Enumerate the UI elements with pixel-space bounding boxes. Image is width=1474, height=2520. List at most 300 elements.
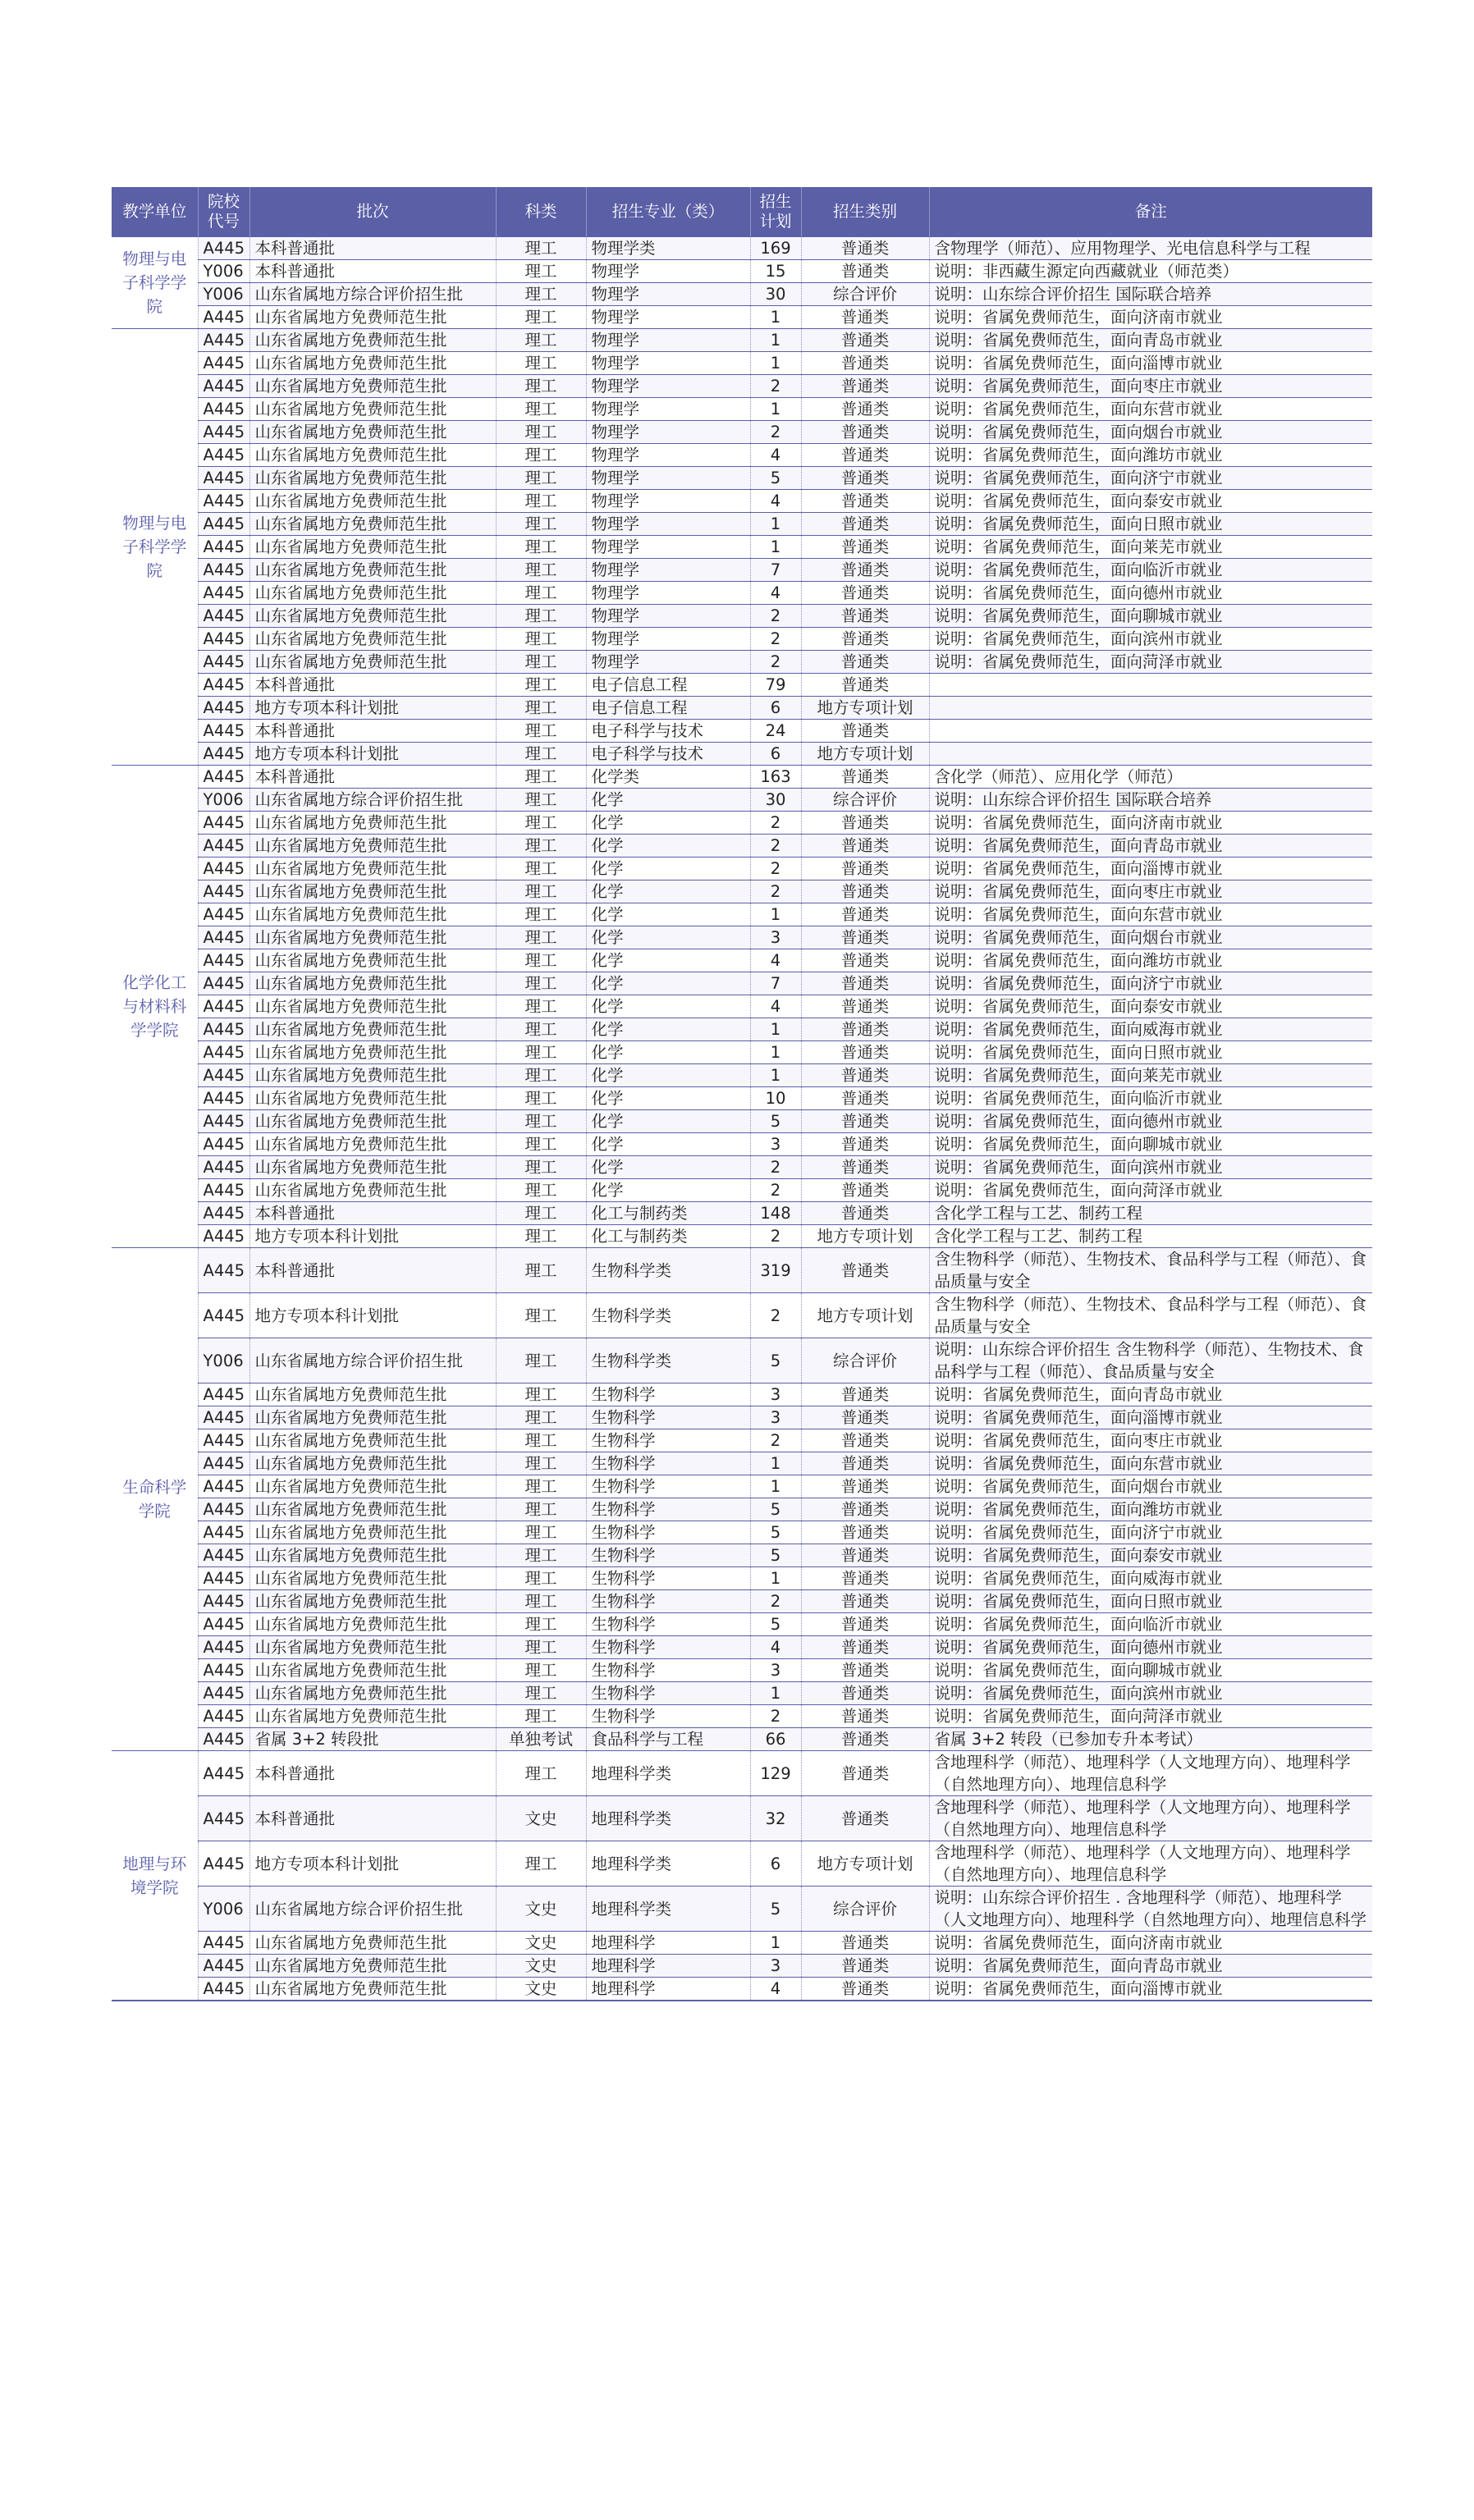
code-cell: A445 <box>198 352 249 375</box>
table-row <box>112 1521 1372 1544</box>
header-code: 院校代号 <box>198 187 249 237</box>
type-cell: 普通类 <box>801 903 929 926</box>
code-cell: A445 <box>198 375 249 398</box>
code-cell: A445 <box>198 1728 249 1751</box>
major-cell: 生物科学 <box>586 1590 750 1613</box>
type-cell: 地方专项计划 <box>801 1841 929 1887</box>
notes-cell: 说明：省属免费师范生，面向淄博市就业 <box>929 352 1372 375</box>
batch-cell: 地方专项本科计划批 <box>249 1841 496 1887</box>
plan-cell: 1 <box>750 513 801 536</box>
category-cell: 理工 <box>496 1133 586 1156</box>
plan-cell: 15 <box>750 260 801 283</box>
table-row <box>112 1659 1372 1682</box>
plan-cell: 1 <box>750 352 801 375</box>
table-row <box>112 1544 1372 1567</box>
code-cell: A445 <box>198 903 249 926</box>
type-cell: 普通类 <box>801 1728 929 1751</box>
batch-cell: 本科普通批 <box>249 1248 496 1293</box>
category-cell: 理工 <box>496 1751 586 1796</box>
notes-cell <box>929 697 1372 720</box>
code-cell: A445 <box>198 1406 249 1429</box>
type-cell: 普通类 <box>801 1682 929 1705</box>
type-cell: 普通类 <box>801 835 929 858</box>
type-cell: 普通类 <box>801 766 929 789</box>
category-cell: 理工 <box>496 1636 586 1659</box>
table-row <box>112 995 1372 1018</box>
table-row <box>112 1636 1372 1659</box>
plan-cell: 2 <box>750 1179 801 1202</box>
category-cell: 理工 <box>496 283 586 306</box>
category-cell: 理工 <box>496 490 586 513</box>
code-cell: A445 <box>198 1110 249 1133</box>
notes-cell: 含生物科学（师范）、生物技术、食品科学与工程（师范）、食品质量与安全 <box>929 1248 1372 1293</box>
header-major: 招生专业（类） <box>586 187 750 237</box>
table-row <box>112 1133 1372 1156</box>
plan-cell: 5 <box>750 1544 801 1567</box>
category-cell: 理工 <box>496 1248 586 1293</box>
batch-cell: 山东省属地方免费师范生批 <box>249 1452 496 1475</box>
code-cell: A445 <box>198 1521 249 1544</box>
major-cell: 化学 <box>586 1018 750 1041</box>
type-cell: 普通类 <box>801 1978 929 2001</box>
table-row <box>112 490 1372 513</box>
batch-cell: 山东省属地方免费师范生批 <box>249 1475 496 1498</box>
table-row <box>112 835 1372 858</box>
type-cell: 综合评价 <box>801 283 929 306</box>
code-cell: A445 <box>198 835 249 858</box>
plan-cell: 4 <box>750 995 801 1018</box>
major-cell: 生物科学 <box>586 1429 750 1452</box>
table-row <box>112 1728 1372 1751</box>
batch-cell: 省属 3+2 转段批 <box>249 1728 496 1751</box>
major-cell: 物理学 <box>586 444 750 467</box>
major-cell: 化工与制药类 <box>586 1202 750 1225</box>
major-cell: 化学 <box>586 812 750 835</box>
category-cell: 理工 <box>496 1338 586 1383</box>
batch-cell: 山东省属地方免费师范生批 <box>249 329 496 352</box>
plan-cell: 148 <box>750 1202 801 1225</box>
batch-cell: 山东省属地方免费师范生批 <box>249 1383 496 1406</box>
batch-cell: 山东省属地方免费师范生批 <box>249 812 496 835</box>
major-cell: 物理学 <box>586 306 750 329</box>
notes-cell: 说明：省属免费师范生，面向潍坊市就业 <box>929 444 1372 467</box>
notes-cell: 说明：省属免费师范生，面向烟台市就业 <box>929 1475 1372 1498</box>
plan-cell: 2 <box>750 1705 801 1728</box>
code-cell: Y006 <box>198 1887 249 1932</box>
major-cell: 化学 <box>586 1179 750 1202</box>
notes-cell: 说明：省属免费师范生，面向青岛市就业 <box>929 329 1372 352</box>
type-cell: 普通类 <box>801 1955 929 1978</box>
category-cell: 理工 <box>496 1018 586 1041</box>
major-cell: 物理学 <box>586 536 750 559</box>
type-cell: 普通类 <box>801 582 929 605</box>
major-cell: 物理学 <box>586 582 750 605</box>
major-cell: 生物科学 <box>586 1452 750 1475</box>
type-cell: 地方专项计划 <box>801 697 929 720</box>
type-cell: 普通类 <box>801 421 929 444</box>
batch-cell: 地方专项本科计划批 <box>249 743 496 766</box>
code-cell: A445 <box>198 1225 249 1248</box>
notes-cell: 说明：省属免费师范生，面向泰安市就业 <box>929 1544 1372 1567</box>
batch-cell: 本科普通批 <box>249 674 496 697</box>
type-cell: 普通类 <box>801 536 929 559</box>
table-row <box>112 1202 1372 1225</box>
table-row <box>112 1887 1372 1932</box>
batch-cell: 山东省属地方免费师范生批 <box>249 421 496 444</box>
batch-cell: 山东省属地方免费师范生批 <box>249 903 496 926</box>
notes-cell: 说明：省属免费师范生，面向青岛市就业 <box>929 835 1372 858</box>
category-cell: 理工 <box>496 1841 586 1887</box>
notes-cell: 说明：省属免费师范生，面向济宁市就业 <box>929 467 1372 490</box>
notes-cell: 说明：省属免费师范生，面向淄博市就业 <box>929 858 1372 880</box>
table-row <box>112 1338 1372 1383</box>
notes-cell: 说明：省属免费师范生，面向济南市就业 <box>929 812 1372 835</box>
plan-cell: 24 <box>750 720 801 743</box>
type-cell: 普通类 <box>801 1705 929 1728</box>
type-cell: 普通类 <box>801 398 929 421</box>
code-cell: A445 <box>198 1841 249 1887</box>
type-cell: 普通类 <box>801 444 929 467</box>
type-cell: 普通类 <box>801 559 929 582</box>
notes-cell: 说明：省属免费师范生，面向泰安市就业 <box>929 995 1372 1018</box>
plan-cell: 129 <box>750 1751 801 1796</box>
batch-cell: 山东省属地方免费师范生批 <box>249 398 496 421</box>
unit-cell: 化学化工与材料科学学院 <box>112 766 198 1248</box>
notes-cell: 说明：省属免费师范生，面向德州市就业 <box>929 1636 1372 1659</box>
notes-cell: 说明：省属免费师范生，面向泰安市就业 <box>929 490 1372 513</box>
code-cell: A445 <box>198 582 249 605</box>
plan-cell: 2 <box>750 651 801 674</box>
code-cell: A445 <box>198 1590 249 1613</box>
table-row <box>112 1156 1372 1179</box>
major-cell: 化学 <box>586 858 750 880</box>
batch-cell: 山东省属地方免费师范生批 <box>249 444 496 467</box>
code-cell: A445 <box>198 674 249 697</box>
major-cell: 生物科学类 <box>586 1248 750 1293</box>
category-cell: 理工 <box>496 1087 586 1110</box>
table-row <box>112 1179 1372 1202</box>
plan-cell: 2 <box>750 1429 801 1452</box>
category-cell: 理工 <box>496 1544 586 1567</box>
type-cell: 普通类 <box>801 1202 929 1225</box>
major-cell: 生物科学 <box>586 1544 750 1567</box>
table-row <box>112 1751 1372 1796</box>
notes-cell <box>929 720 1372 743</box>
category-cell: 理工 <box>496 1613 586 1636</box>
batch-cell: 山东省属地方免费师范生批 <box>249 1041 496 1064</box>
type-cell: 普通类 <box>801 1590 929 1613</box>
category-cell: 理工 <box>496 743 586 766</box>
type-cell: 普通类 <box>801 880 929 903</box>
table-row <box>112 880 1372 903</box>
plan-cell: 1 <box>750 1041 801 1064</box>
table-row <box>112 1225 1372 1248</box>
plan-cell: 6 <box>750 697 801 720</box>
type-cell: 普通类 <box>801 651 929 674</box>
notes-cell: 含化学工程与工艺、制药工程 <box>929 1202 1372 1225</box>
table-row <box>112 421 1372 444</box>
table-row <box>112 1796 1372 1841</box>
category-cell: 理工 <box>496 720 586 743</box>
code-cell: A445 <box>198 398 249 421</box>
batch-cell: 山东省属地方免费师范生批 <box>249 1498 496 1521</box>
header-category: 科类 <box>496 187 586 237</box>
notes-cell: 说明：省属免费师范生，面向临沂市就业 <box>929 1087 1372 1110</box>
code-cell: A445 <box>198 237 249 260</box>
table-row <box>112 1110 1372 1133</box>
code-cell: A445 <box>198 880 249 903</box>
type-cell: 普通类 <box>801 1567 929 1590</box>
batch-cell: 山东省属地方免费师范生批 <box>249 1978 496 2001</box>
notes-cell: 说明：省属免费师范生，面向东营市就业 <box>929 1452 1372 1475</box>
major-cell: 生物科学 <box>586 1383 750 1406</box>
notes-cell: 说明：省属免费师范生，面向潍坊市就业 <box>929 949 1372 972</box>
code-cell: Y006 <box>198 789 249 812</box>
category-cell: 理工 <box>496 1179 586 1202</box>
batch-cell: 山东省属地方免费师范生批 <box>249 1932 496 1955</box>
code-cell: A445 <box>198 1179 249 1202</box>
notes-cell: 说明：省属免费师范生，面向济南市就业 <box>929 306 1372 329</box>
batch-cell: 山东省属地方免费师范生批 <box>249 513 496 536</box>
batch-cell: 山东省属地方免费师范生批 <box>249 375 496 398</box>
notes-cell: 说明：山东综合评价招生 国际联合培养 <box>929 283 1372 306</box>
plan-cell: 5 <box>750 1887 801 1932</box>
table-row <box>112 949 1372 972</box>
category-cell: 理工 <box>496 398 586 421</box>
header-plan: 招生计划 <box>750 187 801 237</box>
major-cell: 化学 <box>586 949 750 972</box>
category-cell: 理工 <box>496 812 586 835</box>
category-cell: 文史 <box>496 1978 586 2001</box>
code-cell: A445 <box>198 1087 249 1110</box>
category-cell: 理工 <box>496 674 586 697</box>
plan-cell: 1 <box>750 1475 801 1498</box>
major-cell: 化学 <box>586 1110 750 1133</box>
major-cell: 化工与制药类 <box>586 1225 750 1248</box>
major-cell: 化学类 <box>586 766 750 789</box>
plan-cell: 2 <box>750 1156 801 1179</box>
batch-cell: 山东省属地方综合评价招生批 <box>249 789 496 812</box>
major-cell: 物理学 <box>586 559 750 582</box>
code-cell: A445 <box>198 949 249 972</box>
plan-cell: 1 <box>750 1932 801 1955</box>
type-cell: 普通类 <box>801 1248 929 1293</box>
major-cell: 化学 <box>586 926 750 949</box>
type-cell: 普通类 <box>801 720 929 743</box>
notes-cell: 说明：省属免费师范生，面向滨州市就业 <box>929 1682 1372 1705</box>
plan-cell: 2 <box>750 858 801 880</box>
major-cell: 食品科学与工程 <box>586 1728 750 1751</box>
notes-cell: 说明：省属免费师范生，面向德州市就业 <box>929 582 1372 605</box>
batch-cell: 山东省属地方免费师范生批 <box>249 490 496 513</box>
major-cell: 物理学 <box>586 260 750 283</box>
major-cell: 物理学 <box>586 467 750 490</box>
notes-cell: 说明：非西藏生源定向西藏就业（师范类） <box>929 260 1372 283</box>
major-cell: 物理学 <box>586 513 750 536</box>
notes-cell: 说明：省属免费师范生，面向东营市就业 <box>929 398 1372 421</box>
batch-cell: 山东省属地方免费师范生批 <box>249 352 496 375</box>
category-cell: 理工 <box>496 903 586 926</box>
notes-cell: 说明：省属免费师范生，面向枣庄市就业 <box>929 880 1372 903</box>
type-cell: 普通类 <box>801 1751 929 1796</box>
type-cell: 普通类 <box>801 329 929 352</box>
major-cell: 电子信息工程 <box>586 674 750 697</box>
plan-cell: 5 <box>750 467 801 490</box>
plan-cell: 4 <box>750 1636 801 1659</box>
major-cell: 物理学 <box>586 352 750 375</box>
category-cell: 理工 <box>496 1521 586 1544</box>
category-cell: 理工 <box>496 1156 586 1179</box>
plan-cell: 163 <box>750 766 801 789</box>
table-row <box>112 1064 1372 1087</box>
code-cell: Y006 <box>198 1338 249 1383</box>
batch-cell: 山东省属地方免费师范生批 <box>249 1110 496 1133</box>
batch-cell: 山东省属地方免费师范生批 <box>249 628 496 651</box>
major-cell: 电子信息工程 <box>586 697 750 720</box>
table-row <box>112 1293 1372 1338</box>
major-cell: 物理学 <box>586 398 750 421</box>
batch-cell: 山东省属地方免费师范生批 <box>249 1567 496 1590</box>
type-cell: 普通类 <box>801 1133 929 1156</box>
type-cell: 普通类 <box>801 1932 929 1955</box>
type-cell: 普通类 <box>801 1498 929 1521</box>
table-row <box>112 559 1372 582</box>
major-cell: 物理学 <box>586 628 750 651</box>
code-cell: A445 <box>198 1475 249 1498</box>
plan-cell: 5 <box>750 1498 801 1521</box>
type-cell: 普通类 <box>801 1659 929 1682</box>
plan-cell: 6 <box>750 1841 801 1887</box>
code-cell: A445 <box>198 1429 249 1452</box>
batch-cell: 地方专项本科计划批 <box>249 1293 496 1338</box>
code-cell: A445 <box>198 743 249 766</box>
table-row <box>112 467 1372 490</box>
major-cell: 生物科学 <box>586 1475 750 1498</box>
type-cell: 普通类 <box>801 995 929 1018</box>
batch-cell: 本科普通批 <box>249 260 496 283</box>
type-cell: 普通类 <box>801 1156 929 1179</box>
category-cell: 理工 <box>496 1293 586 1338</box>
type-cell: 普通类 <box>801 1636 929 1659</box>
type-cell: 普通类 <box>801 605 929 628</box>
code-cell: A445 <box>198 329 249 352</box>
category-cell: 文史 <box>496 1955 586 1978</box>
notes-cell: 说明：省属免费师范生，面向聊城市就业 <box>929 1659 1372 1682</box>
major-cell: 化学 <box>586 789 750 812</box>
category-cell: 理工 <box>496 237 586 260</box>
category-cell: 理工 <box>496 1705 586 1728</box>
type-cell: 普通类 <box>801 1179 929 1202</box>
code-cell: A445 <box>198 490 249 513</box>
notes-cell: 说明：省属免费师范生，面向莱芜市就业 <box>929 1064 1372 1087</box>
type-cell: 普通类 <box>801 1018 929 1041</box>
notes-cell: 说明：省属免费师范生，面向淄博市就业 <box>929 1978 1372 2001</box>
category-cell: 文史 <box>496 1796 586 1841</box>
plan-cell: 3 <box>750 1659 801 1682</box>
table-row <box>112 260 1372 283</box>
major-cell: 物理学 <box>586 283 750 306</box>
code-cell: A445 <box>198 1383 249 1406</box>
code-cell: A445 <box>198 1796 249 1841</box>
category-cell: 理工 <box>496 766 586 789</box>
notes-cell <box>929 743 1372 766</box>
major-cell: 生物科学 <box>586 1613 750 1636</box>
code-cell: A445 <box>198 1932 249 1955</box>
batch-cell: 山东省属地方免费师范生批 <box>249 1179 496 1202</box>
major-cell: 地理科学类 <box>586 1841 750 1887</box>
type-cell: 普通类 <box>801 1406 929 1429</box>
category-cell: 理工 <box>496 1406 586 1429</box>
plan-cell: 30 <box>750 789 801 812</box>
code-cell: A445 <box>198 720 249 743</box>
category-cell: 理工 <box>496 835 586 858</box>
code-cell: A445 <box>198 536 249 559</box>
category-cell: 理工 <box>496 1429 586 1452</box>
notes-cell: 说明：省属免费师范生，面向淄博市就业 <box>929 1406 1372 1429</box>
notes-cell: 说明：省属免费师范生，面向烟台市就业 <box>929 421 1372 444</box>
category-cell: 单独考试 <box>496 1728 586 1751</box>
plan-cell: 32 <box>750 1796 801 1841</box>
code-cell: A445 <box>198 1452 249 1475</box>
code-cell: A445 <box>198 1498 249 1521</box>
category-cell: 理工 <box>496 605 586 628</box>
category-cell: 理工 <box>496 949 586 972</box>
batch-cell: 山东省属地方免费师范生批 <box>249 467 496 490</box>
table-row <box>112 352 1372 375</box>
batch-cell: 本科普通批 <box>249 1796 496 1841</box>
table-row <box>112 1383 1372 1406</box>
category-cell: 理工 <box>496 260 586 283</box>
table-row <box>112 1087 1372 1110</box>
code-cell: A445 <box>198 1682 249 1705</box>
code-cell: Y006 <box>198 283 249 306</box>
plan-cell: 2 <box>750 1590 801 1613</box>
major-cell: 生物科学类 <box>586 1293 750 1338</box>
type-cell: 普通类 <box>801 628 929 651</box>
type-cell: 普通类 <box>801 674 929 697</box>
major-cell: 生物科学 <box>586 1659 750 1682</box>
plan-cell: 2 <box>750 1293 801 1338</box>
batch-cell: 本科普通批 <box>249 1751 496 1796</box>
table-row <box>112 1475 1372 1498</box>
table-row <box>112 283 1372 306</box>
notes-cell: 含生物科学（师范）、生物技术、食品科学与工程（师范）、食品质量与安全 <box>929 1293 1372 1338</box>
category-cell: 理工 <box>496 628 586 651</box>
type-cell: 综合评价 <box>801 789 929 812</box>
notes-cell: 含地理科学（师范）、地理科学（人文地理方向）、地理科学（自然地理方向）、地理信息科学 <box>929 1751 1372 1796</box>
plan-cell: 2 <box>750 880 801 903</box>
major-cell: 化学 <box>586 972 750 995</box>
notes-cell: 说明：省属免费师范生，面向莱芜市就业 <box>929 536 1372 559</box>
table-row <box>112 858 1372 880</box>
major-cell: 化学 <box>586 995 750 1018</box>
code-cell: A445 <box>198 559 249 582</box>
unit-cell: 物理与电子科学学院 <box>112 329 198 766</box>
notes-cell: 说明：省属免费师范生，面向青岛市就业 <box>929 1383 1372 1406</box>
plan-cell: 66 <box>750 1728 801 1751</box>
code-cell: A445 <box>198 1544 249 1567</box>
table-row <box>112 1613 1372 1636</box>
plan-cell: 2 <box>750 812 801 835</box>
table-row <box>112 1978 1372 2001</box>
table-row <box>112 1018 1372 1041</box>
major-cell: 生物科学 <box>586 1521 750 1544</box>
category-cell: 理工 <box>496 1041 586 1064</box>
major-cell: 物理学 <box>586 421 750 444</box>
table-row <box>112 651 1372 674</box>
batch-cell: 山东省属地方免费师范生批 <box>249 858 496 880</box>
batch-cell: 山东省属地方免费师范生批 <box>249 1156 496 1179</box>
